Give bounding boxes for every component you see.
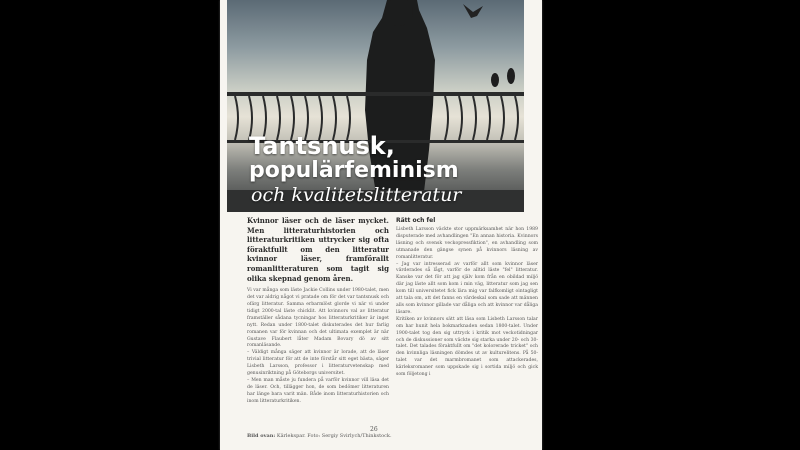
body-paragraph: Vi var många som läste Jackie Collins under 1980-talet, men det var aldrig något vi pratade om för det var tantsnusk och ofärg litteratur. Samma erbarmlöst glorde vi när vi under tidigt 2000-tal läste chicklit. Att kvinnors val av litteratur framställer sådana tycningar hos litteraturkritiker är inget nytt. Redan under 1800-talet diskuterades det hur farlig romanen var för kvinnan och det ultimata exemplet är när Gustave Flaubert låter Madam Bovary dö av sitt romanläsande. <box>247 288 389 349</box>
body-paragraph: – Jag var intresserad av varför allt som kvinnor läser värderades så lågt, varför de alltid läste "fel" litteratur. Kanske var det för att jag själv kom från en obildad miljö där jag läste allt som kom i min väg, litteratur som jag sen kom till universitetet fick lära mig var falfkomligt ointagligt att tala om, att det fanns en värdeskal som sade att männen alls som kvinnor gillade var dåliga och att kvinnor var dåliga läsare. <box>396 261 538 315</box>
body-paragraph: Lisbeth Larsson väckte stor uppmärksamhet när hon 1989 disputerade med avhandlingen "En annan historia. Kvinnors läsning och svensk veckopressfiktion", en avhandling som utmanade den gängse synen på kvinnors läsning av romanlitteratur. <box>396 227 538 260</box>
body-paragraph: Kritiken av kvinnors sätt att läsa som Lisbeth Larsson talar om har hunit hela bokmarknaden sedan 1800-talet. Under 1900-talet tog den sig uttryck i kritik mot veckotidningar och de diskussioner som väckte sig starka under 20- och 30-talet. Det talades föraktfullt om "det kolorerade tricket" och den kvinnliga läsningen dömdes ut av kulturelitens. På 50-talet var det marmbromanet som attackerades, kärleksromaner som uppskade sig i sortida miljö och gick som följetong i <box>396 316 538 378</box>
article-lead: Kvinnor läser och de läser mycket. Men litteraturhistorien och litteraturkritiken uttrycker sig ofta föraktfullt om den litteratur kvinnor läser, framförallt romanlitteraturen som tagit sig olika skepnad genom åren. <box>247 216 389 283</box>
right-column <box>396 216 538 379</box>
left-column <box>247 216 389 406</box>
body-paragraph: – Väldigt många säger att kvinnor är lorade, att de läser trivial litteratur för att de inte förstår sitt eget bästa, säger Lisbeth Larsson, professor i litteraturvetenskap med genusinriktning på Göteborgs universitet. <box>247 350 389 377</box>
cover-photo <box>227 0 524 212</box>
headline-line-3: och kvalitetslitteratur <box>251 184 462 206</box>
page-number: 26 <box>370 426 378 433</box>
photo-caption <box>247 433 392 439</box>
magazine-page <box>220 0 542 450</box>
caption-text: Kärlekspar. Foto: Sergiy Svirlych/Thinkstock. <box>276 433 392 439</box>
section-subhead: Rätt och fel <box>396 217 436 224</box>
headline-line-1: Tantsnusk, <box>249 132 395 160</box>
headline-line-2: populärfeminism <box>249 158 459 183</box>
caption-label: Bild ovan: <box>247 433 276 439</box>
body-paragraph: – Men man måste ju fundera på varför kvinnor vill läsa det de läser. Och, tillägger hon, de som bedömer litteraturen har länge bara varit män. Både inom litteraturhistorien och inom litteraturkritiken. <box>247 377 389 404</box>
article-headline <box>249 134 519 207</box>
